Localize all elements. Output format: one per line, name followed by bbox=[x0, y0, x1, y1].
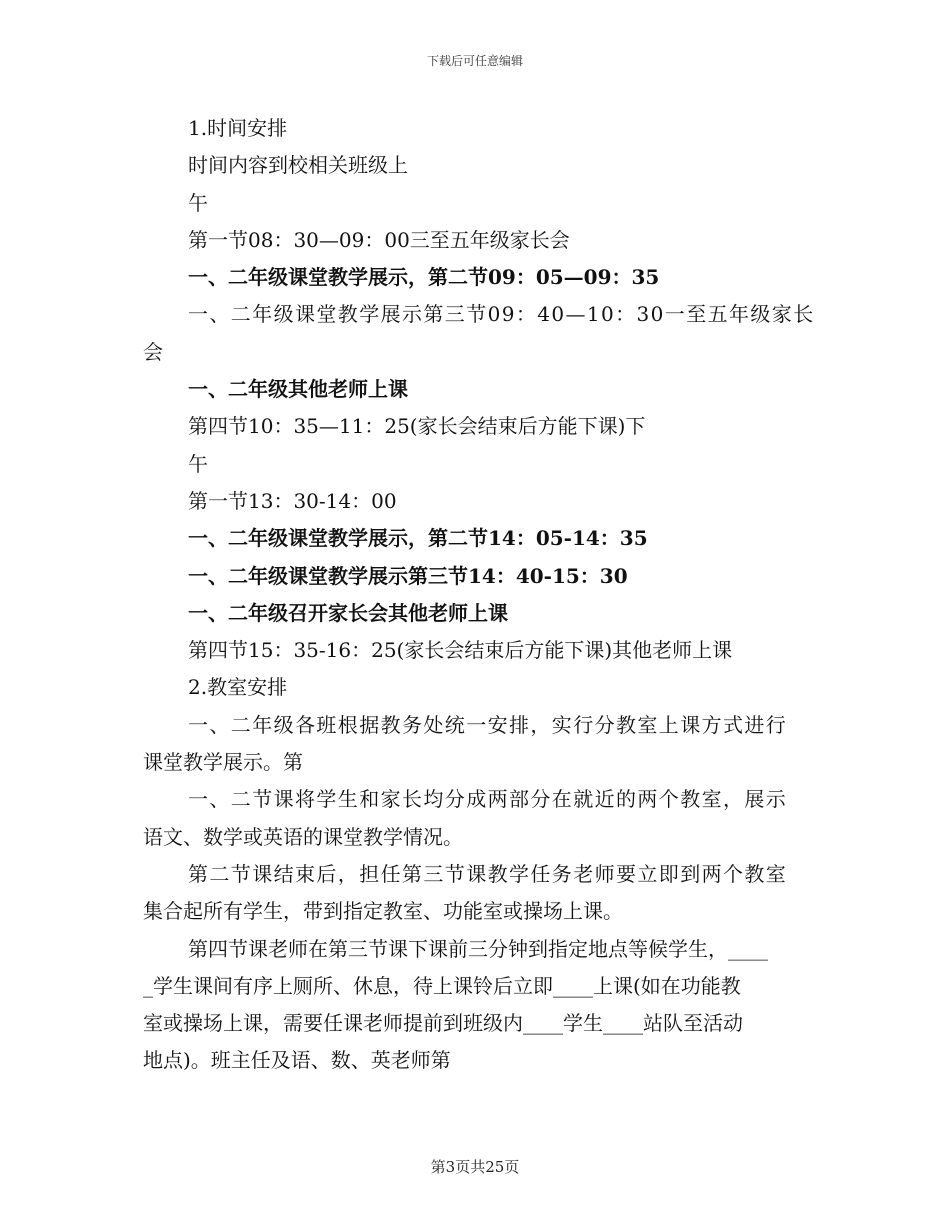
text-line: 第四节10：35—11：25(家长会结束后方能下课)下 bbox=[188, 414, 646, 439]
text-line: 集合起所有学生，带到指定教室、功能室或操场上课。 bbox=[143, 899, 623, 924]
text-line: 一、二年级各班根据教务处统一安排，实行分教室上课方式进行 bbox=[188, 712, 788, 737]
text-line: 午 bbox=[188, 190, 208, 215]
section-heading: 2.教室安排 bbox=[188, 675, 288, 700]
text-line: 第一节08：30—09：00三至五年级家长会 bbox=[188, 227, 570, 252]
text-line: 一、二年级课堂教学展示，第二节14：05-14：35 bbox=[188, 526, 648, 551]
text-line: 一、二年级课堂教学展示第三节14：40-15：30 bbox=[188, 563, 628, 588]
text-line: _学生课间有序上厕所、休息，待上课铃后立即____上课(如在功能教 bbox=[143, 973, 741, 998]
text-line: 会 bbox=[143, 339, 163, 364]
section-heading: 1.时间安排 bbox=[188, 116, 288, 140]
text-line: 语文、数学或英语的课堂教学情况。 bbox=[143, 824, 463, 849]
page-footer: 第3页共25页 bbox=[430, 1158, 520, 1176]
text-line: 室或操场上课，需要任课老师提前到班级内____学生____站队至活动 bbox=[143, 1011, 743, 1036]
text-line: 一、二年级其他老师上课 bbox=[188, 377, 408, 402]
text-line: 第四节课老师在第三节课下课前三分钟到指定地点等候学生，____ bbox=[188, 936, 768, 961]
text-line: 一、二年级课堂教学展示第三节09：40—10：30一至五年级家长 bbox=[188, 302, 815, 327]
text-line: 午 bbox=[188, 451, 208, 476]
document-body bbox=[143, 110, 815, 1080]
page-header: 下载后可任意编辑 bbox=[426, 54, 523, 68]
text-line: 地点)。班主任及语、数、英老师第 bbox=[143, 1048, 451, 1073]
text-line: 第四节15：35-16：25(家长会结束后方能下课)其他老师上课 bbox=[188, 638, 733, 663]
text-line: 时间内容到校相关班级上 bbox=[188, 153, 408, 178]
text-line: 一、二年级召开家长会其他老师上课 bbox=[188, 600, 508, 625]
text-line: 第一节13：30-14：00 bbox=[188, 488, 397, 513]
text-line: 课堂教学展示。第 bbox=[143, 750, 303, 775]
text-line: 一、二年级课堂教学展示，第二节09：05—09：35 bbox=[188, 265, 660, 290]
text-line: 一、二节课将学生和家长均分成两部分在就近的两个教室，展示 bbox=[188, 787, 788, 812]
text-line: 第二节课结束后，担任第三节课教学任务老师要立即到两个教室 bbox=[188, 861, 788, 886]
